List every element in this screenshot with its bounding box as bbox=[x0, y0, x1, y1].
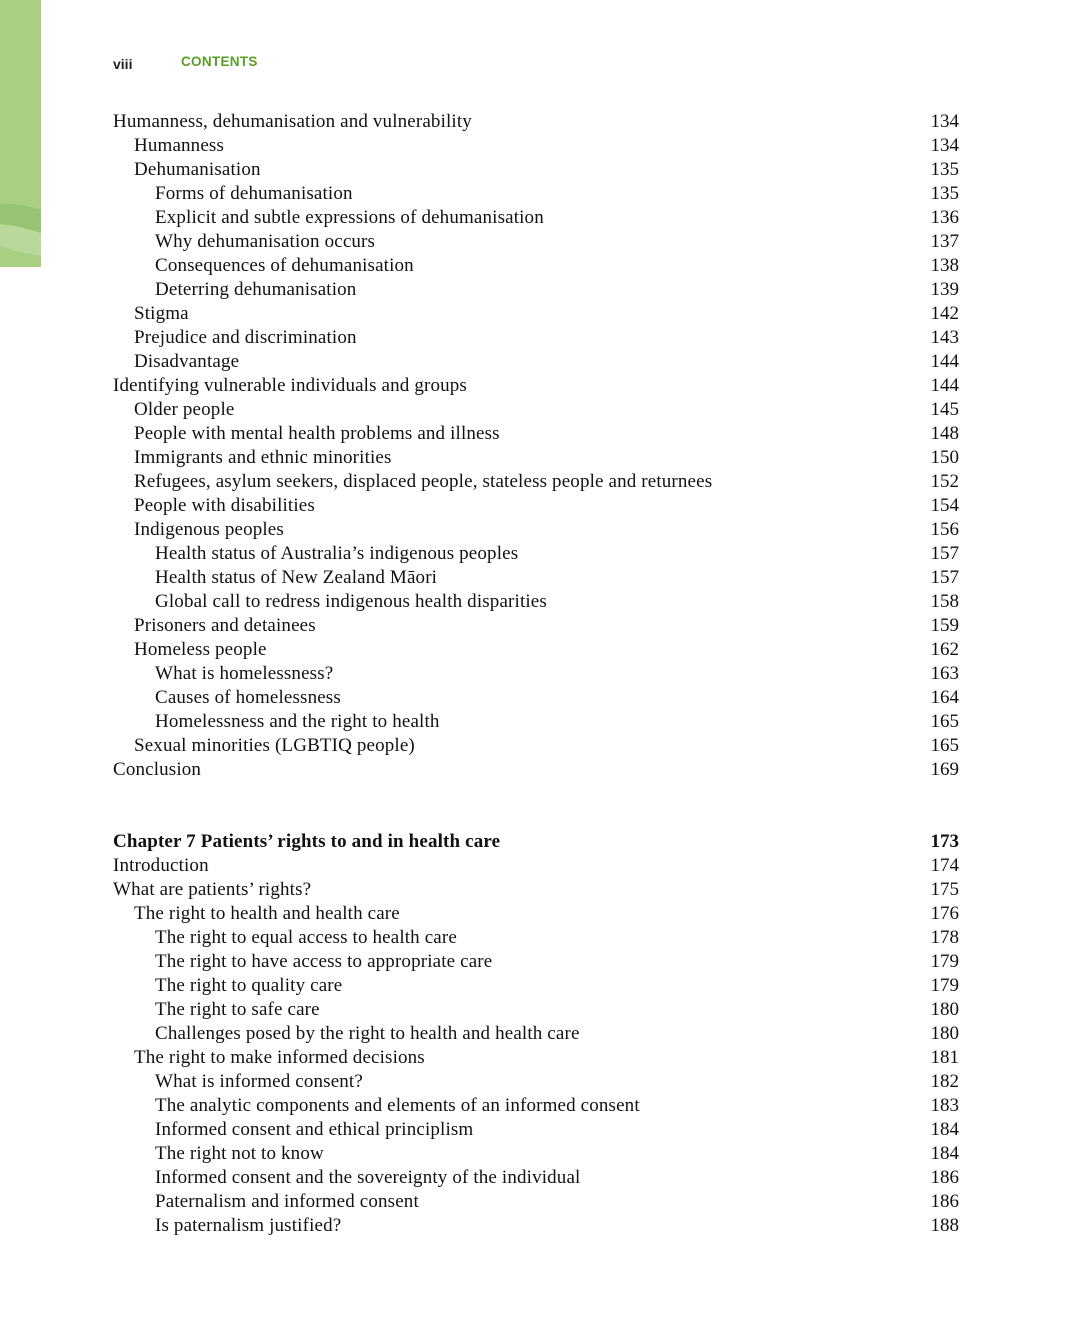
toc-entry[interactable] bbox=[113, 902, 959, 926]
toc-entry[interactable] bbox=[113, 734, 959, 758]
toc-entry-page: 165 bbox=[930, 711, 959, 732]
toc-entry[interactable] bbox=[113, 950, 959, 974]
toc-entry-title: The right to safe care bbox=[155, 999, 320, 1020]
toc-entry-title: Identifying vulnerable individuals and groups bbox=[113, 375, 467, 396]
toc-entry-page: 150 bbox=[930, 447, 959, 468]
toc-entry-title: The right not to know bbox=[155, 1143, 324, 1164]
toc-entry-title: Dehumanisation bbox=[134, 159, 261, 180]
toc-entry-page: 143 bbox=[930, 327, 959, 348]
toc-chapter-heading[interactable] bbox=[113, 830, 959, 854]
toc-entry-page: 135 bbox=[930, 183, 959, 204]
toc-entry[interactable] bbox=[113, 182, 959, 206]
toc-entry[interactable] bbox=[113, 518, 959, 542]
toc-entry-title: Is paternalism justified? bbox=[155, 1215, 342, 1236]
toc-entry[interactable] bbox=[113, 878, 959, 902]
toc-entry[interactable] bbox=[113, 134, 959, 158]
toc-entry[interactable] bbox=[113, 254, 959, 278]
toc-entry-title: The right to health and health care bbox=[134, 903, 400, 924]
toc-entry-title: Homeless people bbox=[134, 639, 267, 660]
toc-entry-page: 181 bbox=[930, 1047, 959, 1068]
toc-entry-page: 148 bbox=[930, 423, 959, 444]
toc-entry-page: 173 bbox=[930, 831, 959, 852]
toc-entry-title: Prisoners and detainees bbox=[134, 615, 316, 636]
toc-entry-title: Introduction bbox=[113, 855, 209, 876]
toc-entry-title: Homelessness and the right to health bbox=[155, 711, 440, 732]
toc-entry-page: 159 bbox=[930, 615, 959, 636]
toc-entry[interactable] bbox=[113, 206, 959, 230]
toc-entry[interactable] bbox=[113, 1166, 959, 1190]
toc-entry[interactable] bbox=[113, 230, 959, 254]
toc-entry-page: 134 bbox=[930, 135, 959, 156]
toc-entry-page: 176 bbox=[930, 903, 959, 924]
section-label: CONTENTS bbox=[181, 54, 258, 69]
toc-entry-page: 134 bbox=[930, 111, 959, 132]
toc-entry[interactable] bbox=[113, 1214, 959, 1238]
toc-entry-page: 175 bbox=[930, 879, 959, 900]
toc-entry-page: 158 bbox=[930, 591, 959, 612]
toc-entry-page: 186 bbox=[930, 1167, 959, 1188]
toc-entry-page: 162 bbox=[930, 639, 959, 660]
toc-entry-title: People with disabilities bbox=[134, 495, 315, 516]
toc-entry[interactable] bbox=[113, 350, 959, 374]
toc-entry-title: Conclusion bbox=[113, 759, 202, 780]
toc-entry-title: Stigma bbox=[134, 303, 189, 324]
toc-entry-title: The right to equal access to health care bbox=[155, 927, 457, 948]
toc-entry-title: Explicit and subtle expressions of dehumanisation bbox=[155, 207, 544, 228]
toc-entry[interactable] bbox=[113, 494, 959, 518]
toc-entry-title: Prejudice and discrimination bbox=[134, 327, 357, 348]
toc-entry-page: 169 bbox=[930, 759, 959, 780]
toc-entry-page: 139 bbox=[930, 279, 959, 300]
toc-entry-title: The right to quality care bbox=[155, 975, 343, 996]
toc-entry-page: 188 bbox=[930, 1215, 959, 1236]
toc-entry-title: Deterring dehumanisation bbox=[155, 279, 357, 300]
toc-entry-page: 179 bbox=[930, 951, 959, 972]
toc-entry[interactable] bbox=[113, 662, 959, 686]
toc-entry-title: Why dehumanisation occurs bbox=[155, 231, 376, 252]
toc-entry[interactable] bbox=[113, 710, 959, 734]
table-of-contents bbox=[113, 110, 959, 1238]
toc-entry[interactable] bbox=[113, 278, 959, 302]
toc-entry-page: 154 bbox=[930, 495, 959, 516]
toc-entry[interactable] bbox=[113, 470, 959, 494]
toc-entry-title: Humanness, dehumanisation and vulnerability bbox=[113, 111, 472, 132]
toc-entry-page: 152 bbox=[930, 471, 959, 492]
toc-entry-title: Health status of Australia’s indigenous peoples bbox=[155, 543, 519, 564]
toc-entry-page: 179 bbox=[930, 975, 959, 996]
toc-entry-title: Sexual minorities (LGBTIQ people) bbox=[134, 735, 415, 756]
toc-entry-page: 144 bbox=[930, 375, 959, 396]
toc-entry-title: The right to make informed decisions bbox=[134, 1047, 425, 1068]
toc-entry-title: What is homelessness? bbox=[155, 663, 334, 684]
toc-entry[interactable] bbox=[113, 542, 959, 566]
toc-entry-title: Challenges posed by the right to health and health care bbox=[155, 1023, 580, 1044]
toc-entry-title: People with mental health problems and illness bbox=[134, 423, 500, 444]
toc-entry[interactable] bbox=[113, 1046, 959, 1070]
toc-entry[interactable] bbox=[113, 758, 959, 782]
toc-entry-title: Global call to redress indigenous health disparities bbox=[155, 591, 547, 612]
toc-entry[interactable] bbox=[113, 446, 959, 470]
toc-entry-title: Consequences of dehumanisation bbox=[155, 255, 414, 276]
toc-entry[interactable] bbox=[113, 974, 959, 998]
toc-entry[interactable] bbox=[113, 158, 959, 182]
toc-entry-title: What is informed consent? bbox=[155, 1071, 363, 1092]
toc-entry[interactable] bbox=[113, 614, 959, 638]
green-edge-tab bbox=[0, 0, 41, 267]
toc-entry[interactable] bbox=[113, 326, 959, 350]
toc-entry-title: What are patients’ rights? bbox=[113, 879, 312, 900]
toc-entry[interactable] bbox=[113, 566, 959, 590]
toc-entry[interactable] bbox=[113, 1190, 959, 1214]
toc-entry-page: 184 bbox=[930, 1119, 959, 1140]
toc-entry-page: 165 bbox=[930, 735, 959, 756]
toc-entry-page: 184 bbox=[930, 1143, 959, 1164]
toc-entry-page: 164 bbox=[930, 687, 959, 708]
toc-entry-page: 183 bbox=[930, 1095, 959, 1116]
toc-entry[interactable] bbox=[113, 1118, 959, 1142]
toc-entry[interactable] bbox=[113, 998, 959, 1022]
toc-entry-page: 156 bbox=[930, 519, 959, 540]
toc-entry-page: 186 bbox=[930, 1191, 959, 1212]
toc-entry[interactable] bbox=[113, 686, 959, 710]
toc-entry-page: 138 bbox=[930, 255, 959, 276]
toc-entry[interactable] bbox=[113, 1142, 959, 1166]
toc-entry-title: Forms of dehumanisation bbox=[155, 183, 353, 204]
toc-entry-title: Indigenous peoples bbox=[134, 519, 284, 540]
toc-entry-page: 180 bbox=[930, 1023, 959, 1044]
toc-entry[interactable] bbox=[113, 374, 959, 398]
toc-entry[interactable] bbox=[113, 638, 959, 662]
toc-entry[interactable] bbox=[113, 590, 959, 614]
group-spacer bbox=[113, 782, 959, 830]
toc-entry-page: 142 bbox=[930, 303, 959, 324]
toc-entry-page: 135 bbox=[930, 159, 959, 180]
page-number: viii bbox=[113, 56, 133, 72]
toc-entry-page: 182 bbox=[930, 1071, 959, 1092]
toc-entry-title: Informed consent and the sovereignty of the individual bbox=[155, 1167, 581, 1188]
toc-entry-page: 144 bbox=[930, 351, 959, 372]
toc-entry[interactable] bbox=[113, 398, 959, 422]
toc-entry-page: 178 bbox=[930, 927, 959, 948]
toc-entry[interactable] bbox=[113, 1094, 959, 1118]
toc-entry-title: Immigrants and ethnic minorities bbox=[134, 447, 392, 468]
toc-entry-title: Refugees, asylum seekers, displaced people, stateless people and returnees bbox=[134, 471, 713, 492]
toc-entry-page: 157 bbox=[930, 567, 959, 588]
toc-entry[interactable] bbox=[113, 110, 959, 134]
toc-entry[interactable] bbox=[113, 854, 959, 878]
toc-entry-title: Informed consent and ethical principlism bbox=[155, 1119, 474, 1140]
toc-entry-page: 137 bbox=[930, 231, 959, 252]
toc-entry-title: Causes of homelessness bbox=[155, 687, 341, 708]
toc-entry-title: Humanness bbox=[134, 135, 225, 156]
toc-entry[interactable] bbox=[113, 302, 959, 326]
toc-entry-page: 136 bbox=[930, 207, 959, 228]
toc-entry-title: Health status of New Zealand Māori bbox=[155, 567, 438, 588]
toc-entry-page: 163 bbox=[930, 663, 959, 684]
toc-entry[interactable] bbox=[113, 422, 959, 446]
toc-entry-page: 180 bbox=[930, 999, 959, 1020]
toc-entry-title: Older people bbox=[134, 399, 235, 420]
toc-entry-title: Chapter 7 Patients’ rights to and in health care bbox=[113, 831, 501, 852]
toc-entry-page: 145 bbox=[930, 399, 959, 420]
toc-entry-page: 157 bbox=[930, 543, 959, 564]
toc-entry-title: Disadvantage bbox=[134, 351, 240, 372]
toc-entry-title: The analytic components and elements of an informed consent bbox=[155, 1095, 640, 1116]
toc-entry[interactable] bbox=[113, 926, 959, 950]
toc-entry-title: Paternalism and informed consent bbox=[155, 1191, 419, 1212]
toc-entry[interactable] bbox=[113, 1070, 959, 1094]
toc-entry[interactable] bbox=[113, 1022, 959, 1046]
toc-entry-title: The right to have access to appropriate care bbox=[155, 951, 493, 972]
toc-entry-page: 174 bbox=[930, 855, 959, 876]
